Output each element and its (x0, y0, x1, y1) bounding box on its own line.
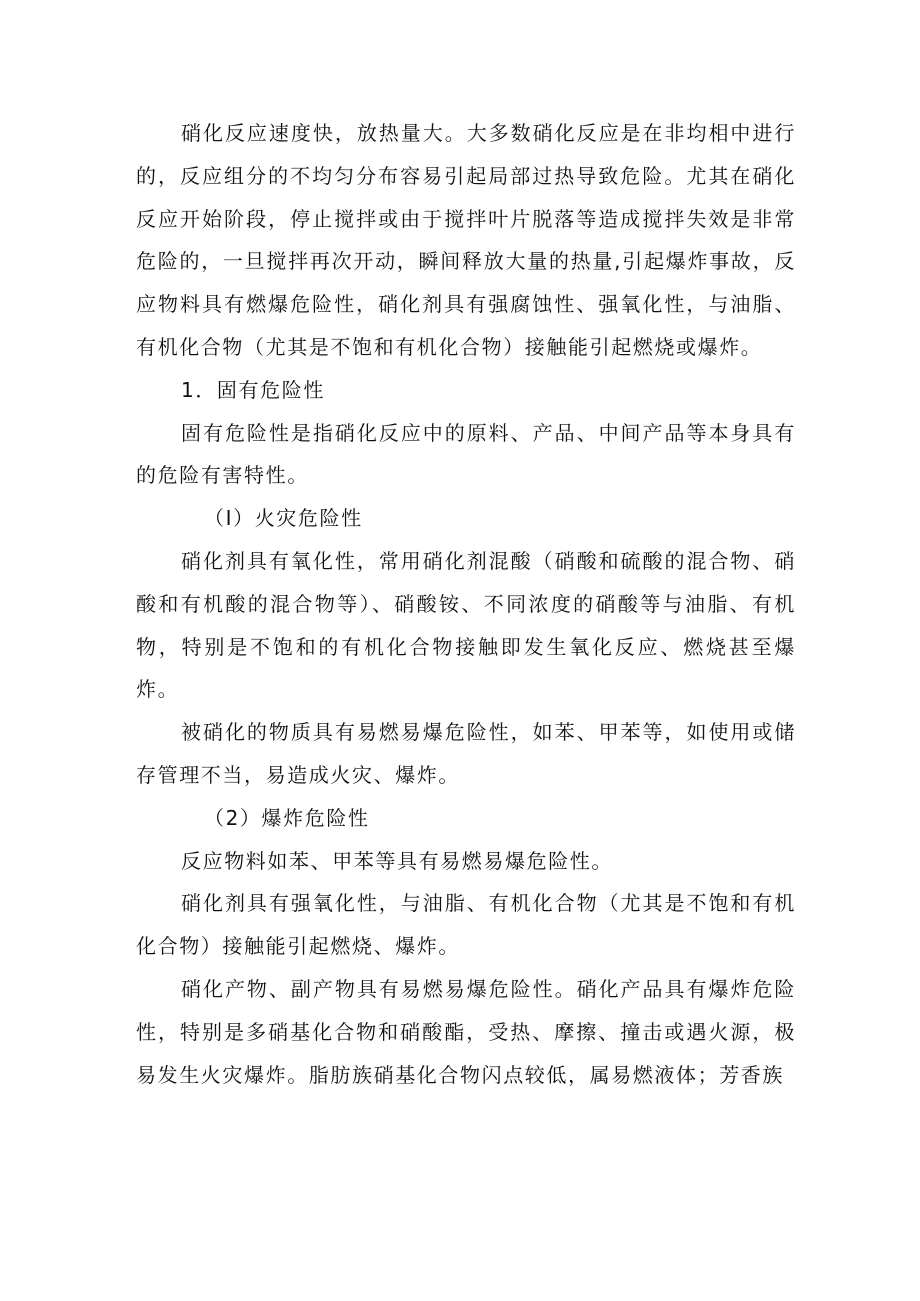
subsection-heading-fire-hazard: （I）火灾危险性 (204, 506, 363, 531)
paragraph-nitrated-substance-flammability: 被硝化的物质具有易燃易爆危险性，如苯、甲苯等，如使用或储存管理不当，易造成火灾、爆炸。 (136, 720, 796, 787)
document-body (136, 112, 796, 1096)
paragraph-intro: 硝化反应速度快，放热量大。大多数硝化反应是在非均相中进行的，反应组分的不均匀分布容易引起局部过热导致危险。尤其在硝化反应开始阶段，停止搅拌或由于搅拌叶片脱落等造成搅拌失效是非常危险的，一旦搅拌再次开动，瞬间释放大量的热量,引起爆炸事故，反应物料具有燃爆危险性，硝化剂具有强腐蚀性、强氧化性，与油脂、有机化合物（尤其是不饱和有机化合物）接触能引起燃烧或爆炸。 (136, 121, 796, 359)
paragraph-product-explosion-hazard: 硝化产物、副产物具有易燃易爆危险性。硝化产品具有爆炸危险性，特别是多硝基化合物和硝酸酯，受热、摩擦、撞击或遇火源，极易发生火灾爆炸。脂肪族硝基化合物闪点较低，属易燃液体；芳香族 (136, 976, 796, 1087)
paragraph-reactant-flammability: 反应物料如苯、甲苯等具有易燃易爆危险性。 (181, 848, 613, 873)
paragraph-nitrating-agent-oxidation: 硝化剂具有氧化性，常用硝化剂混酸（硝酸和硫酸的混合物、硝酸和有机酸的混合物等）、硝酸铵、不同浓度的硝酸等与油脂、有机物，特别是不饱和的有机化合物接触即发生氧化反应、燃烧甚至爆炸。 (136, 548, 796, 702)
paragraph-nitrating-agent-strong-oxidizer: 硝化剂具有强氧化性，与油脂、有机化合物（尤其是不饱和有机化合物）接触能引起燃烧、爆炸。 (136, 891, 796, 959)
paragraph-inherent-hazard-definition: 固有危险性是指硝化反应中的原料、产品、中间产品等本身具有的危险有害特性。 (136, 420, 796, 488)
section-heading-inherent-hazard: 1．固有危险性 (181, 377, 325, 402)
subsection-heading-explosion-hazard: （2）爆炸危险性 (204, 805, 370, 830)
